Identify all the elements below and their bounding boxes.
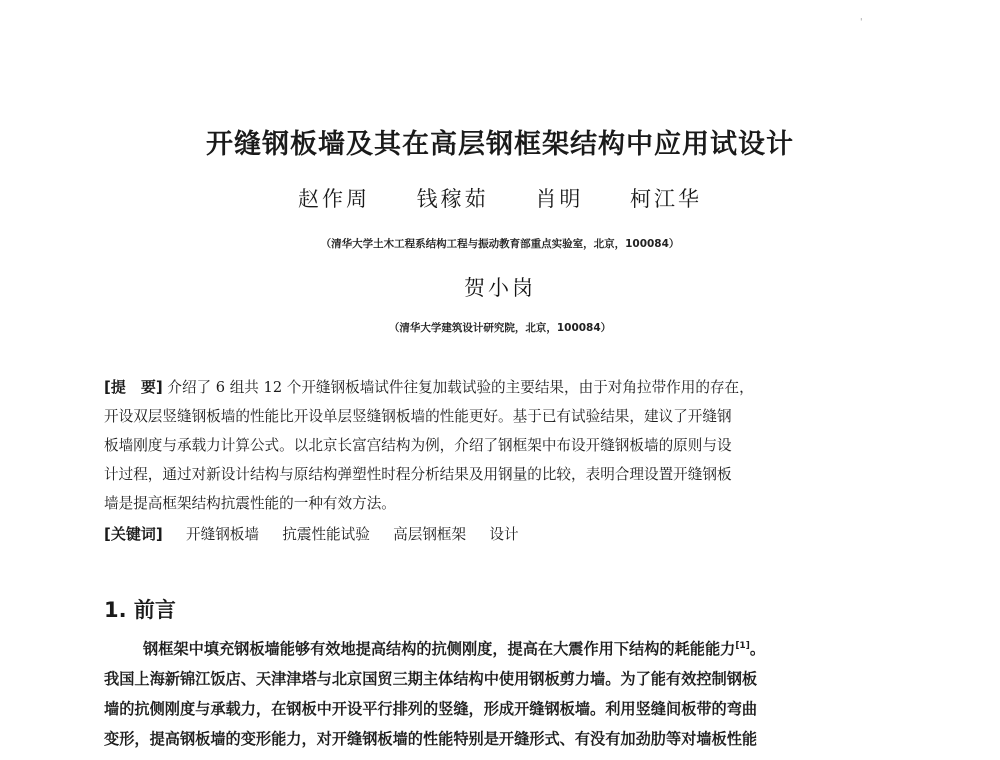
reference-marker: [1] <box>735 640 750 651</box>
abstract-line-4: 计过程，通过对新设计结构与原结构弹塑性时程分析结果及用钢量的比较，表明合理设置开缝钢板 <box>104 466 732 483</box>
keyword-1: 开缝钢板墙 <box>186 526 259 543</box>
keywords-label: [关键词] <box>104 525 163 543</box>
author-4: 柯江华 <box>630 187 703 211</box>
keyword-4: 设计 <box>489 526 519 543</box>
paper-title: 开缝钢板墙及其在高层钢框架结构中应用试设计 <box>206 129 794 160</box>
body-line-2: 我国上海新锦江饭店、天津津塔与北京国贸三期主体结构中使用钢板剪力墙。为了能有效控制钢板 <box>104 670 758 688</box>
abstract-line-5: 墙是提高框架结构抗震性能的一种有效方法。 <box>104 495 396 512</box>
author-2: 钱稼茹 <box>416 187 489 211</box>
abstract-label: [提 要] <box>104 378 163 396</box>
abstract-line-2: 开设双层竖缝钢板墙的性能比开设单层竖缝钢板墙的性能更好。基于已有试验结果，建议了开缝钢 <box>104 408 732 425</box>
abstract-line-3: 板墙刚度与承载力计算公式。以北京长富宫结构为例，介绍了钢框架中布设开缝钢板墙的原则与设 <box>104 437 732 454</box>
affiliation-2: （清华大学建筑设计研究院，北京，100084） <box>388 322 612 334</box>
body-line-3: 墙的抗侧刚度与承载力，在钢板中开设平行排列的竖缝，形成开缝钢板墙。利用竖缝间板带的弯曲 <box>104 700 758 718</box>
author-5: 贺小岗 <box>464 276 536 300</box>
corner-mark: ' <box>860 18 863 28</box>
affiliation-1: （清华大学土木工程系结构工程与振动教育部重点实验室，北京，100084） <box>320 238 680 250</box>
body-line-1: 钢框架中填充钢板墙能够有效地提高结构的抗侧刚度，提高在大震作用下结构的耗能能力[1]。 <box>143 640 765 658</box>
section-heading: 1. 前言 <box>104 598 176 622</box>
author-1: 赵作周 <box>297 187 370 211</box>
author-list <box>0 183 1000 213</box>
keyword-3: 高层钢框架 <box>393 526 467 543</box>
keywords-line <box>104 523 519 544</box>
keyword-2: 抗震性能试验 <box>282 526 370 543</box>
abstract-line-1: [提 要] 介绍了 6 组共 12 个开缝钢板墙试件往复加载试验的主要结果，由于对角拉带作用的存在， <box>104 378 754 396</box>
author-3: 肖明 <box>535 187 584 211</box>
body-line-4: 变形，提高钢板墙的变形能力，对开缝钢板墙的性能特别是开缝形式、有没有加劲肋等对墙板性能 <box>104 730 758 748</box>
